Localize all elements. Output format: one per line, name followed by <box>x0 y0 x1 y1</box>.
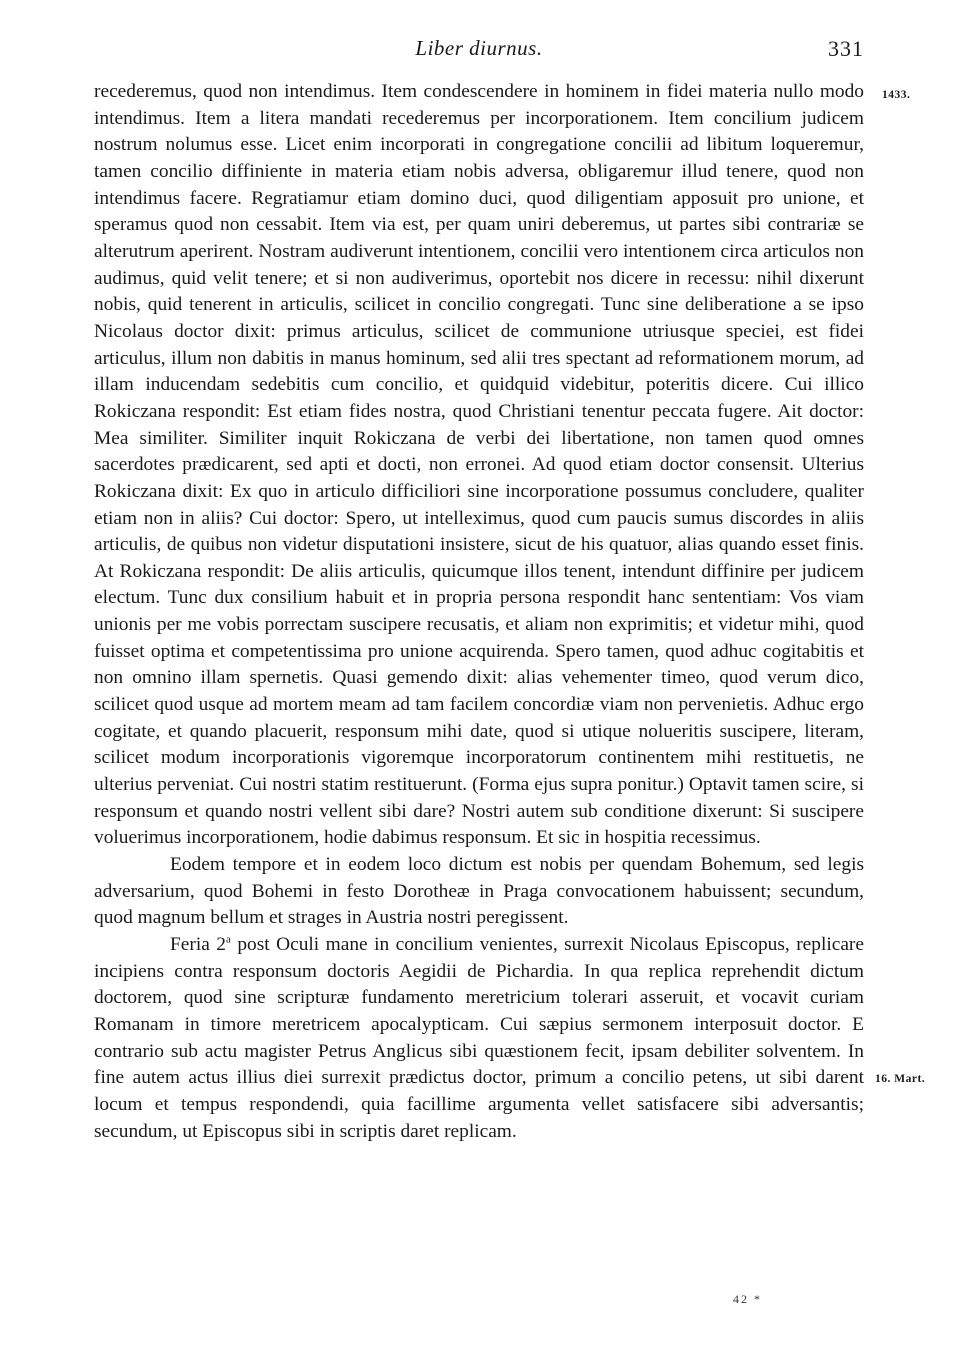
signature-mark: 42 * <box>733 1292 762 1306</box>
running-title: Liber diurnus. <box>415 36 543 60</box>
margin-note-date: 16. Mart. <box>875 1073 926 1085</box>
paragraph-3-rest: post Oculi mane in concilium venientes, surrexit Nicolaus Episcopus, replicare incipiens contra responsum doctoris Aegidii de Pichardia. In qua replica reprehendit dictum doctorem, quod sine scripturæ fundamento meretricium tolerari asseruit, et vocavit curiam Romanam in timore meretricem apocalypticam. Cui sæpius sermonem interposuit doctor. E contrario sub actu magister Petrus Anglicus sibi quæstionem fecit, ipsam debiliter solventem. In fine autem actus illius diei surrexit prædictus doctor, primum a concilio petens, ut sibi darent locum et tempus respondendi, quia facillime argumenta vellet satisfacere sibi adversantis; secundum, ut Episcopus sibi in scriptis daret replicam. <box>94 934 865 1142</box>
paragraph-3 <box>94 932 864 1145</box>
body-text <box>94 79 864 1145</box>
margin-note-year: 1433. <box>882 89 911 101</box>
paragraph-2: Eodem tempore et in eodem loco dictum est nobis per quendam Bohemum, sed legis adversarium, quod Bohemi in festo Dorotheæ in Praga convocationem habuissent; secundum, quod magnum bellum et strages in Austria nostri peregissent. <box>94 854 864 929</box>
superscript: a <box>226 933 231 946</box>
paragraph-3-start: Feria 2 <box>170 934 226 955</box>
running-head <box>94 36 864 66</box>
page-number: 331 <box>828 36 864 61</box>
paragraph-1: recederemus, quod non intendimus. Item condescendere in hominem in fidei materia nullo modo intendimus. Item a litera mandati recederemus per incorporationem. Item concilium judicem nostrum nolumus esse. Licet enim incorporati in congregatione concilii ad libitum loqueremur, tamen concilio diffiniente in materia etiam nobis adversa, obligaremur illud tenere, quod non intendimus facere. Regratiamur etiam domino duci, quod diligentiam apposuit pro unione, et speramus quod non cessabit. Item via est, per quam uniri deberemus, ut partes sibi contrariæ se alterutrum aperirent. Nostram audiverunt intentionem, concilii vero intentionem circa articulos non audimus, quid velit tenere; et si non audiverimus, oportebit nos dicere in recessu: nihil dixerunt nobis, quid tenerent in articulis, scilicet in concilio congregati. Tunc sine deliberatione a se ipso Nicolaus doctor dixit: primus articulus, scilicet de communione utriusque speciei, est fidei articulus, illum non dabitis in manus hominum, sed alii tres spectant ad reformationem morum, ad illam inducendam sedebitis cum concilio, et quidquid videbitur, poteritis dicere. Cui illico Rokiczana respondit: Est etiam fides nostra, quod Christiani tenentur peccata fugere. Ait doctor: Mea similiter. Similiter inquit Rokiczana de verbi dei libertatione, non tamen quod omnes sacerdotes prædicarent, sed apti et docti, non erronei. Ad quod etiam doctor consensit. Ulterius Rokiczana dixit: Ex quo in articulo difficiliori sine incorporatione possumus concludere, qualiter etiam non in aliis? Cui doctor: Spero, ut intelleximus, quod cum paucis sumus discordes in aliis articulis, de quibus non videtur disputationi insistere, sicut de his quatuor, alias quando esset finis. At Rokiczana respondit: De aliis articulis, quicumque illos tenent, intendunt diffinire per judicem electum. Tunc dux consilium habuit et in propria persona respondit hanc sententiam: Vos viam unionis per me vobis porrectam suscipere recusatis, et aliam non exprimitis; et videtur mihi, quod fuisset optima et competentissima pro unione acquirenda. Spero tamen, quod adhuc cogitabitis et non omnino illam spernetis. Quasi gemendo dixit: alias vehementer timeo, quod verum dico, scilicet quod usque ad mortem meam ad tam facilem concordiæ viam non pervenietis. Adhuc ergo cogitate, et quando placuerit, responsum mihi date, quod si utique nolueritis suscipere, literam, scilicet modum incorporationis vigoremque incorporatorum continentem mihi restituetis, ne ulterius perveniat. Cui nostri statim restituerunt. (Forma ejus supra ponitur.) Optavit tamen scire, si responsum et quando nostri vellent sibi dare? Nostri autem sub conditione dixerunt: Si suscipere voluerimus incorporationem, hodie dabimus responsum. Et sic in hospitia recessimus. <box>94 81 864 849</box>
